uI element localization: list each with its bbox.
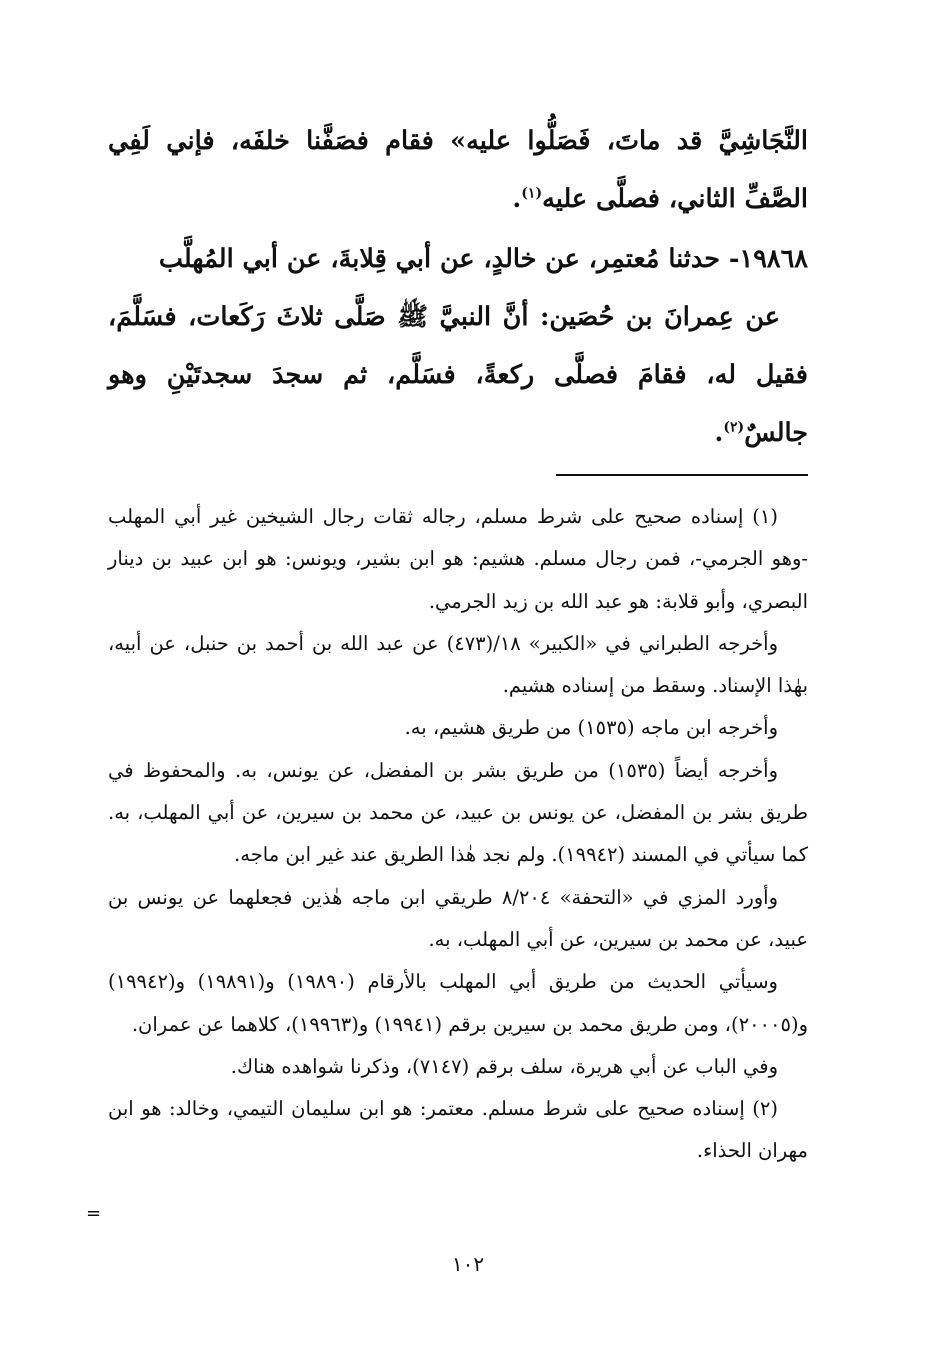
footnotes: [108, 496, 808, 1173]
page-number: ١٠٢: [451, 1252, 485, 1276]
footnote-ref-2: (٢): [723, 419, 745, 436]
footnote-ref-1: (١): [521, 185, 543, 202]
footnote-divider: [556, 474, 808, 476]
paragraph-end: .: [512, 184, 522, 214]
footnote-2: (٢) إسناده صحيح على شرط مسلم. معتمر: هو ابن سليمان التيمي، وخالد: هو ابن مهران الحذاء.: [108, 1097, 808, 1163]
hadith-end: .: [714, 418, 724, 448]
footnote-1-ibn-majah: وأخرجه ابن ماجه (١٥٣٥) من طريق هشيم، به.: [404, 716, 778, 740]
paragraph-text: النَّجَاشِيَّ قد ماتَ، فَصَلُّوا عليه» فقام فصَفَّنا خلفَه، فإني لَفِي الصَّفِّ الثاني، فصلَّى عليه: [108, 126, 808, 214]
footnote-1-ibn-majah-2: وأخرجه أيضاً (١٥٣٥) من طريق بشر بن المفضل، عن يونس، به. والمحفوظ في طريق بشر بن المفضل، عن يونس بن عبيد، عن محمد بن سيرين، عن أبي المهلب، به. كما سيأتي في المسند (١٩٩٤٢). ولم نجد هٰذا الطريق عند غير ابن ماجه.: [108, 758, 808, 867]
footnote-1-mizzi: وأورد المزي في «التحفة» ٨/٢٠٤ طريقي ابن ماجه هٰذين فجعلهما عن يونس بن عبيد، عن محمد بن سيرين، عن أبي المهلب، به.: [108, 885, 808, 951]
continuation-mark: =: [86, 1203, 102, 1224]
main-text: [108, 112, 808, 462]
paragraph-continuation: [108, 112, 808, 228]
footnote-1: (١) إسناده صحيح على شرط مسلم، رجاله ثقات رجال الشيخين غير أبي المهلب -وهو الجرمي-، فمن رجال مسلم. هشيم: هو ابن بشير، ويونس: هو ابن عبيد بن دينار البصري، وأبو قلابة: هو عبد الله بن زيد الجرمي.: [108, 505, 808, 613]
footnote-1-shawahid: وفي الباب عن أبي هريرة، سلف برقم (٧١٤٧)، وذكرنا شواهده هناك.: [230, 1054, 778, 1078]
footnote-1-tabarani: وأخرجه الطبراني في «الكبير» ١٨/(٤٧٣) عن عبد الله بن أحمد بن حنبل، عن أبيه، بهٰذا الإسناد. وسقط من إسناده هشيم.: [108, 631, 808, 698]
hadith-heading: ١٩٨٦٨- حدثنا مُعتمِر، عن خالدٍ، عن أبي قِلابةَ، عن أبي المُهلَّب: [158, 244, 808, 274]
hadith-text: [108, 288, 808, 462]
hadith-body: عن عِمرانَ بن حُصَين: أنَّ النبيَّ ﷺ صَلَّى ثلاثَ رَكَعات، فسَلَّمَ، فقيل له، فقامَ فصلَّى ركعةً، فسَلَّم، ثم سجدَ سجدتَيْنِ وهو جالسٌ: [108, 302, 808, 448]
footnote-1-cross-refs: وسيأتي الحديث من طريق أبي المهلب بالأرقام (١٩٨٩٠) و(١٩٨٩١) و(١٩٩٤٢) و(٢٠٠٠٥)، ومن طريق محمد بن سيرين برقم (١٩٩٤١) و(١٩٩٦٣)، كلاهما عن عمران.: [108, 970, 808, 1036]
